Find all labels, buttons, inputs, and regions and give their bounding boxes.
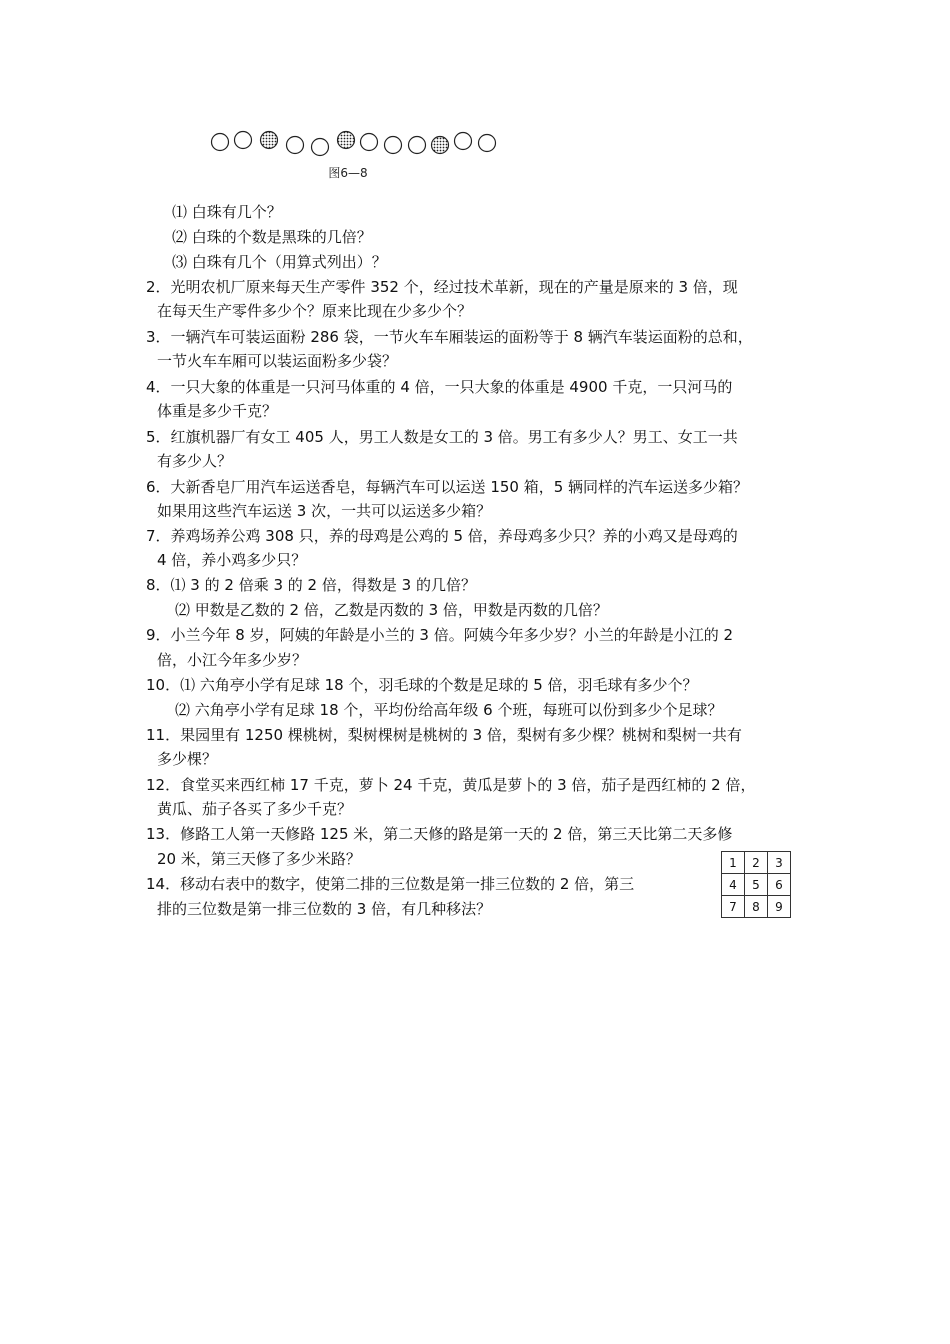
grid-cell: 4 <box>722 874 745 896</box>
black-bead <box>338 132 355 149</box>
question-4-line-1: 4．一只大象的体重是一只河马体重的 4 倍，一只大象的体重是 4900 千克，一只河马的 <box>146 378 733 396</box>
question-1-part-2: ⑵ 白珠的个数是黑珠的几倍？ <box>172 228 372 246</box>
grid-cell: 3 <box>768 852 791 874</box>
question-10-part-2: ⑵ 六角亭小学有足球 18 个，平均份给高年级 6 个班，每班可以份到多少个足球？ <box>175 701 723 719</box>
question-5-line-2: 有多少人？ <box>157 452 233 470</box>
question-7-line-1: 7．养鸡场养公鸡 308 只，养的母鸡是公鸡的 5 倍，养母鸡多少只？养的小鸡又是母鸡的 <box>146 527 738 545</box>
white-bead <box>479 135 496 152</box>
white-bead <box>385 137 402 154</box>
bead-figure <box>205 128 505 160</box>
question-13-line-1: 13．修路工人第一天修路 125 米，第二天修的路是第一天的 2 倍，第三天比第二天多修 <box>146 825 733 843</box>
question-6-line-1: 6．大新香皂厂用汽车运送香皂，每辆汽车可以运送 150 箱，5 辆同样的汽车运送多少箱？ <box>146 478 749 496</box>
white-bead <box>409 137 426 154</box>
black-bead <box>432 137 449 154</box>
question-2-line-1: 2．光明农机厂原来每天生产零件 352 个，经过技术革新，现在的产量是原来的 3 倍，现 <box>146 278 738 296</box>
question-9-line-1: 9．小兰今年 8 岁，阿姨的年龄是小兰的 3 倍。阿姨今年多少岁？小兰的年龄是小江的 2 <box>146 626 734 644</box>
grid-cell: 2 <box>745 852 768 874</box>
grid-row <box>722 852 791 874</box>
question-5-line-1: 5．红旗机器厂有女工 405 人，男工人数是女工的 3 倍。男工有多少人？男工、女工一共 <box>146 428 738 446</box>
grid-row <box>722 896 791 918</box>
grid-cell: 7 <box>722 896 745 918</box>
number-grid <box>721 851 791 918</box>
question-6-line-2: 如果用这些汽车运送 3 次，一共可以运送多少箱？ <box>157 502 492 520</box>
white-bead <box>212 134 229 151</box>
question-7-line-2: 4 倍，养小鸡多少只？ <box>157 551 307 569</box>
question-4-line-2: 体重是多少千克？ <box>157 402 278 420</box>
black-bead <box>261 132 278 149</box>
question-11-line-2: 多少棵？ <box>157 750 218 768</box>
question-10-part-1: 10．⑴ 六角亭小学有足球 18 个，羽毛球的个数是足球的 5 倍，羽毛球有多少个？ <box>146 676 698 694</box>
question-2-line-2: 在每天生产零件多少个？原来比现在少多少个？ <box>157 302 473 320</box>
figure-caption: 图6—8 <box>328 166 368 180</box>
white-bead <box>455 133 472 150</box>
question-8-part-2: ⑵ 甲数是乙数的 2 倍，乙数是丙数的 3 倍，甲数是丙数的几倍？ <box>175 601 608 619</box>
grid-cell: 6 <box>768 874 791 896</box>
white-bead <box>287 137 304 154</box>
white-bead <box>312 139 329 156</box>
grid-cell: 5 <box>745 874 768 896</box>
question-14-line-2: 排的三位数是第一排三位数的 3 倍，有几种移法？ <box>157 900 492 918</box>
question-3-line-1: 3．一辆汽车可装运面粉 286 袋，一节火车车厢装运的面粉等于 8 辆汽车装运面粉的总和， <box>146 328 753 346</box>
grid-row <box>722 874 791 896</box>
question-11-line-1: 11．果园里有 1250 棵桃树，梨树棵树是桃树的 3 倍，梨树有多少棵？桃树和梨树一共有 <box>146 726 742 744</box>
grid-cell: 1 <box>722 852 745 874</box>
question-12-line-2: 黄瓜、茄子各买了多少千克？ <box>157 800 353 818</box>
question-3-line-2: 一节火车车厢可以装运面粉多少袋？ <box>157 352 398 370</box>
question-13-line-2: 20 米，第三天修了多少米路？ <box>157 850 361 868</box>
grid-cell: 9 <box>768 896 791 918</box>
question-8-part-1: 8．⑴ 3 的 2 倍乘 3 的 2 倍，得数是 3 的几倍？ <box>146 576 476 594</box>
question-1-part-1: ⑴ 白珠有几个？ <box>172 203 282 221</box>
question-1-part-3: ⑶ 白珠有几个（用算式列出）？ <box>172 253 387 271</box>
question-14-line-1: 14．移动右表中的数字，使第二排的三位数是第一排三位数的 2 倍，第三 <box>146 875 635 893</box>
white-bead <box>361 134 378 151</box>
question-9-line-2: 倍，小江今年多少岁？ <box>157 651 308 669</box>
grid-cell: 8 <box>745 896 768 918</box>
white-bead <box>235 132 252 149</box>
question-12-line-1: 12．食堂买来西红柿 17 千克，萝卜 24 千克，黄瓜是萝卜的 3 倍，茄子是西红柿的 2 倍， <box>146 776 756 794</box>
